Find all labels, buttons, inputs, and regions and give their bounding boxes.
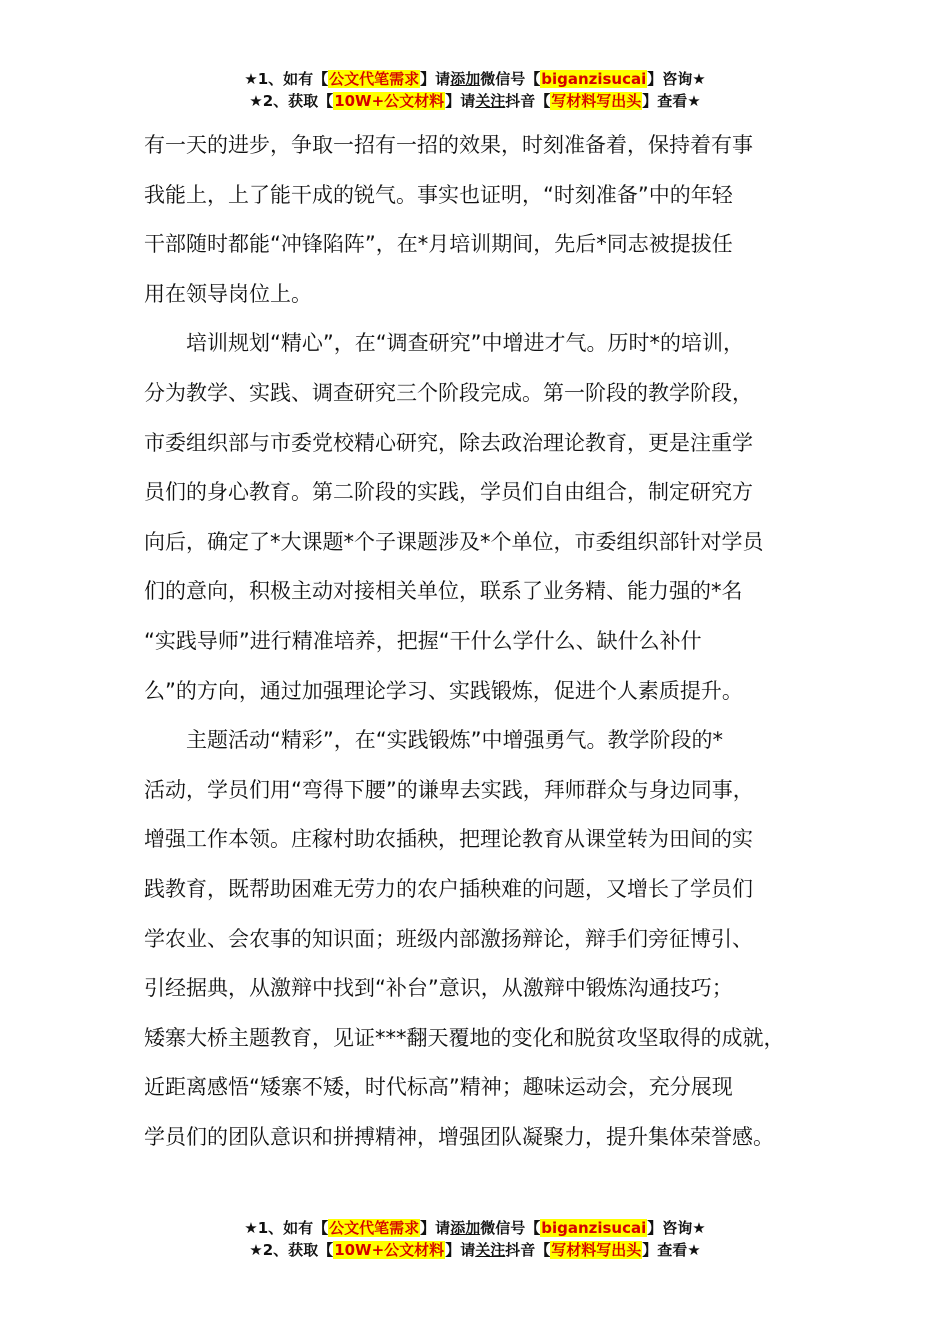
banner-text: 】请 [420, 1219, 451, 1237]
body-line: 培训规划“精心”，在“调查研究”中增进才气。历时*的培训， [144, 331, 745, 356]
banner-text: 】咨询★ [647, 1219, 706, 1237]
banner-text: 】查看★ [642, 1241, 701, 1259]
body-line: 学农业、会农事的知识面；班级内部激扬辩论，辩手们旁征博引、 [144, 926, 753, 951]
banner-underlined-text: 添加 [450, 1219, 481, 1237]
body-line: “实践导师”进行精准培养，把握“干什么学什么、缺什么补什 [144, 628, 702, 653]
body-line: 分为教学、实践、调查研究三个阶段完成。第一阶段的教学阶段， [144, 380, 753, 405]
banner-highlight: biganzisucai [541, 70, 647, 88]
banner-highlight: 10W+公文材料 [334, 92, 445, 110]
body-line: 用在领导岗位上。 [144, 281, 312, 306]
body-line: 学员们的团队意识和拼搏精神，增强团队凝聚力，提升集体荣誉感。 [144, 1124, 774, 1149]
banner-text: ★1、如有【 [244, 70, 329, 88]
banner-text: 】查看★ [642, 92, 701, 110]
body-line: 向后，确定了*大课题*个子课题涉及*个单位，市委组织部针对学员 [144, 529, 764, 554]
body-line: 干部随时都能“冲锋陷阵”，在*月培训期间，先后*同志被提拔任 [144, 232, 733, 257]
banner-highlight: 写材料写出头 [551, 1241, 642, 1259]
body-line: 践教育，既帮助困难无劳力的农户插秧难的问题，又增长了学员们 [144, 876, 753, 901]
body-line: 有一天的进步，争取一招有一招的效果，时刻准备着，保持着有事 [144, 133, 753, 157]
banner-text: 】咨询★ [647, 70, 706, 88]
body-line: 引经据典，从激辩中找到“补台”意识，从激辩中锻炼沟通技巧； [144, 976, 733, 1001]
document-body [144, 121, 834, 1162]
header-banner [0, 68, 950, 112]
body-line: 活动，学员们用“弯得下腰”的谦卑去实践，拜师群众与身边同事， [144, 777, 754, 802]
body-line: 近距离感悟“矮寨不矮，时代标高”精神；趣味运动会，充分展现 [144, 1075, 733, 1100]
banner-highlight: 写材料写出头 [551, 92, 642, 110]
banner-text: 抖音【 [505, 92, 551, 110]
body-line: 们的意向，积极主动对接相关单位，联系了业务精、能力强的*名 [144, 579, 743, 604]
banner-underlined-text: 关注 [475, 1241, 506, 1259]
banner-highlight: 10W+公文材料 [334, 1241, 445, 1259]
body-line: 主题活动“精彩”，在“实践锻炼”中增强勇气。教学阶段的* [144, 728, 724, 753]
banner-highlight: biganzisucai [541, 1219, 647, 1237]
footer-banner [0, 1217, 950, 1261]
banner-line-2 [0, 90, 950, 112]
banner-highlight: 公文代笔需求 [329, 1219, 420, 1237]
body-line: 市委组织部与市委党校精心研究，除去政治理论教育，更是注重学 [144, 430, 753, 455]
body-line: 矮寨大桥主题教育，见证***翻天覆地的变化和脱贫攻坚取得的成就， [144, 1025, 785, 1050]
banner-text: ★2、获取【 [249, 1241, 334, 1259]
banner-text: ★2、获取【 [249, 92, 334, 110]
banner-text: 微信号【 [480, 1219, 541, 1237]
banner-text: 】请 [445, 1241, 476, 1259]
banner-text: 抖音【 [505, 1241, 551, 1259]
body-line: 我能上，上了能干成的锐气。事实也证明，“时刻准备”中的年轻 [144, 182, 733, 207]
banner-text: 】请 [445, 92, 476, 110]
banner-highlight: 公文代笔需求 [329, 70, 420, 88]
banner-text: ★1、如有【 [244, 1219, 329, 1237]
banner-text: 微信号【 [480, 70, 541, 88]
body-line: 增强工作本领。庄稼村助农插秧，把理论教育从课堂转为田间的实 [144, 827, 753, 852]
banner-underlined-text: 关注 [475, 92, 506, 110]
banner-text: 】请 [420, 70, 451, 88]
banner-line-1 [0, 1217, 950, 1239]
banner-line-2 [0, 1239, 950, 1261]
banner-underlined-text: 添加 [450, 70, 481, 88]
banner-line-1 [0, 68, 950, 90]
body-line: 员们的身心教育。第二阶段的实践，学员们自由组合，制定研究方 [144, 480, 753, 505]
body-line: 么”的方向，通过加强理论学习、实践锻炼，促进个人素质提升。 [144, 678, 743, 703]
